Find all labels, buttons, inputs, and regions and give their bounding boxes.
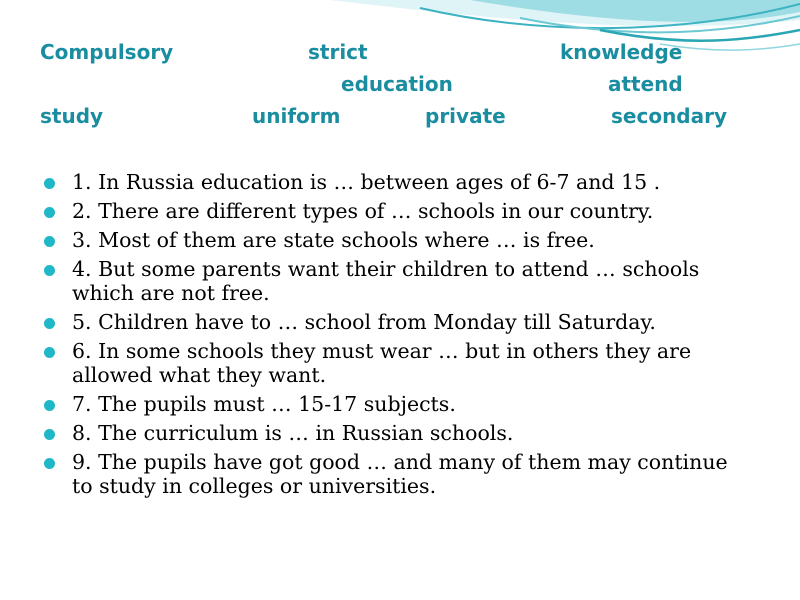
list-item (42, 199, 742, 223)
word-compulsory: Compulsory (40, 40, 174, 64)
list-item-text: 8. The curriculum is … in Russian schools. (72, 421, 514, 445)
word-private: private (425, 104, 506, 128)
list-item-text: 2. There are different types of … schools in our country. (72, 199, 654, 223)
list-item (42, 170, 742, 194)
list-item-text: 1. In Russia education is … between ages of 6-7 and 15 . (72, 170, 661, 194)
list-item (42, 450, 742, 498)
list-item (42, 228, 742, 252)
bullet-dot (44, 178, 55, 189)
list-item-text: 9. The pupils have got good … and many of them may continue to study in colleges or universities. (72, 450, 728, 498)
list-item (42, 392, 742, 416)
word-secondary: secondary (611, 104, 728, 128)
list-item (42, 421, 742, 445)
list-item (42, 257, 742, 305)
bullet-dot (44, 236, 55, 247)
list-item-text: 6. In some schools they must wear … but in others they are allowed what they want. (72, 339, 692, 387)
bullet-dot (44, 458, 55, 469)
exercise-list (42, 170, 742, 503)
bullet-dot (44, 347, 55, 358)
list-item (42, 310, 742, 334)
list-item-text: 5. Children have to … school from Monday till Saturday. (72, 310, 656, 334)
bullet-dot (44, 400, 55, 411)
word-knowledge: knowledge (560, 40, 683, 64)
word-uniform: uniform (252, 104, 341, 128)
list-item-text: 7. The pupils must … 15-17 subjects. (72, 392, 456, 416)
word-education: education (341, 72, 453, 96)
word-attend: attend (608, 72, 683, 96)
list-item-text: 3. Most of them are state schools where … is free. (72, 228, 595, 252)
word-strict: strict (308, 40, 368, 64)
bullet-dot (44, 429, 55, 440)
bullet-dot (44, 318, 55, 329)
bullet-dot (44, 207, 55, 218)
word-study: study (40, 104, 104, 128)
list-item (42, 339, 742, 387)
list-item-text: 4. But some parents want their children to attend … schools which are not free. (72, 257, 700, 305)
bullet-dot (44, 265, 55, 276)
